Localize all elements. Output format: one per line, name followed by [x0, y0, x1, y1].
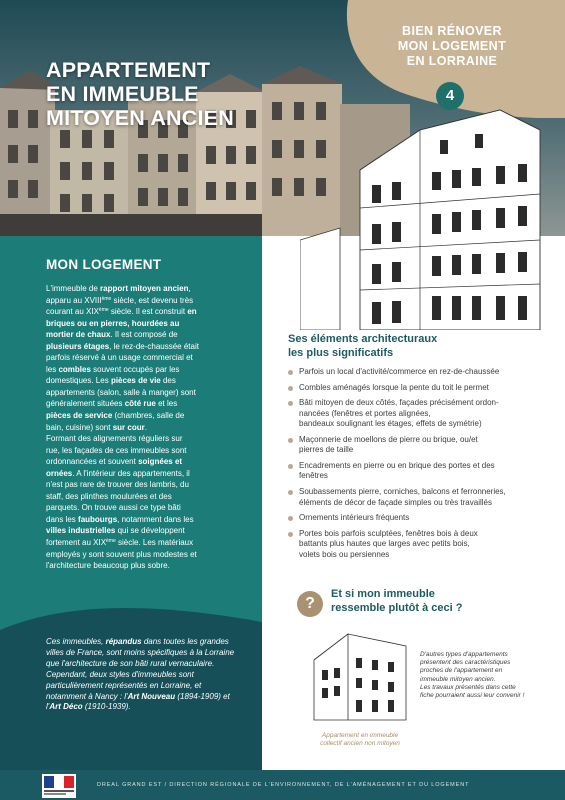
- list-item: Encadrements en pierre ou en brique des portes et des fenêtres: [288, 461, 548, 482]
- architecture-list: [288, 367, 548, 565]
- section-heading: MON LOGEMENT: [46, 257, 162, 272]
- list-item: Bâti mitoyen de deux côtés, façades précisément ordon- nancées (fenêtres et portes alignées, bandeaux soulignant les étages, effets de symétrie): [288, 398, 548, 429]
- regional-note: Ces immeubles, répandus dans toutes les grandes villes de France, sont moins spécifiques à la Lorraine que l'architecture de son bâti rural vernaculaire. Cependant, deux styles d'immeubles sont particulièrement représentés en Lorraine, et notamment à Nancy : l'Art Nouveau (1894-1909) et l'Art Déco (1910-1939).: [46, 637, 235, 712]
- list-item: Maçonnerie de moellons de pierre ou brique, ou/et pierres de taille: [288, 435, 548, 456]
- footer-text: DREAL GRAND EST / DIRECTION RÉGIONALE DE L'ENVIRONNEMENT, DE L'AMÉNAGEMENT ET DU LOGEMENT: [97, 782, 470, 788]
- question-icon: ?: [297, 591, 323, 617]
- page-title: APPARTEMENT EN IMMEUBLE MITOYEN ANCIEN: [46, 58, 234, 130]
- series-title: BIEN RÉNOVER MON LOGEMENT EN LORRAINE: [397, 24, 507, 68]
- sketch-caption: Appartement en immeuble collectif ancien non mitoyen: [320, 732, 400, 748]
- intro-text: L'immeuble de rapport mitoyen ancien, apparu au XVIIIème siècle, est devenu très courant au XIXème siècle. Il est construit en briques ou en pierres, hourdées au mortier de chaux. Il est composé de plusieurs étages, le rez-de-chaussée était parfois réservé à un usage commercial et les combles souvent occupés par les domestiques. Les pièces de vie des appartements (salon, salle à manger) sont généralement situées côté rue et les pièces de service (chambres, salle de bain, cuisine) sont sur cour. Formant des alignements réguliers sur rue, les façades de ces immeubles sont ordonnancées et souvent soignées et ornées. A l'intérieur des appartements, il n'est pas rare de trouver des lambris, du staff, des plinthes moulurées et des parquets. On trouve aussi ce type bâti dans les faubourgs, notamment dans les villes industrielles qui se développent fortement au XIXème siècle. Les matériaux employés y sont souvent plus modestes et l'architecture beaucoup plus sobre.: [46, 284, 199, 571]
- list-item: Combles aménagés lorsque la pente du toit le permet: [288, 383, 548, 393]
- related-types-note: D'autres types d'appartements présentent des caractéristiques proches de l'appartement en immeuble mitoyen ancien. Les travaux présentés dans cette fiche pourraient aussi leur convenir !: [420, 651, 525, 700]
- list-item: Portes bois parfois sculptées, fenêtres bois à deux battants plus hautes que larges avec petits bois, volets bois ou persiennes: [288, 529, 548, 560]
- list-item: Ornements intérieurs fréquents: [288, 513, 548, 523]
- marianne-flag-icon: [44, 776, 74, 796]
- detached-building-sketch: [308, 620, 412, 728]
- list-item: Parfois un local d'activité/commerce en rez-de-chaussée: [288, 367, 548, 377]
- building-sketch: [300, 90, 565, 330]
- list-item: Soubassements pierre, corniches, balcons et ferronneries, éléments de décor de façade simples ou très travaillés: [288, 487, 548, 508]
- question-heading: Et si mon immeuble ressemble plutôt à ceci ?: [331, 588, 463, 614]
- sheet-number: 4: [436, 82, 464, 110]
- architecture-heading: Ses éléments architecturaux les plus significatifs: [288, 333, 438, 359]
- government-logo: [42, 774, 76, 798]
